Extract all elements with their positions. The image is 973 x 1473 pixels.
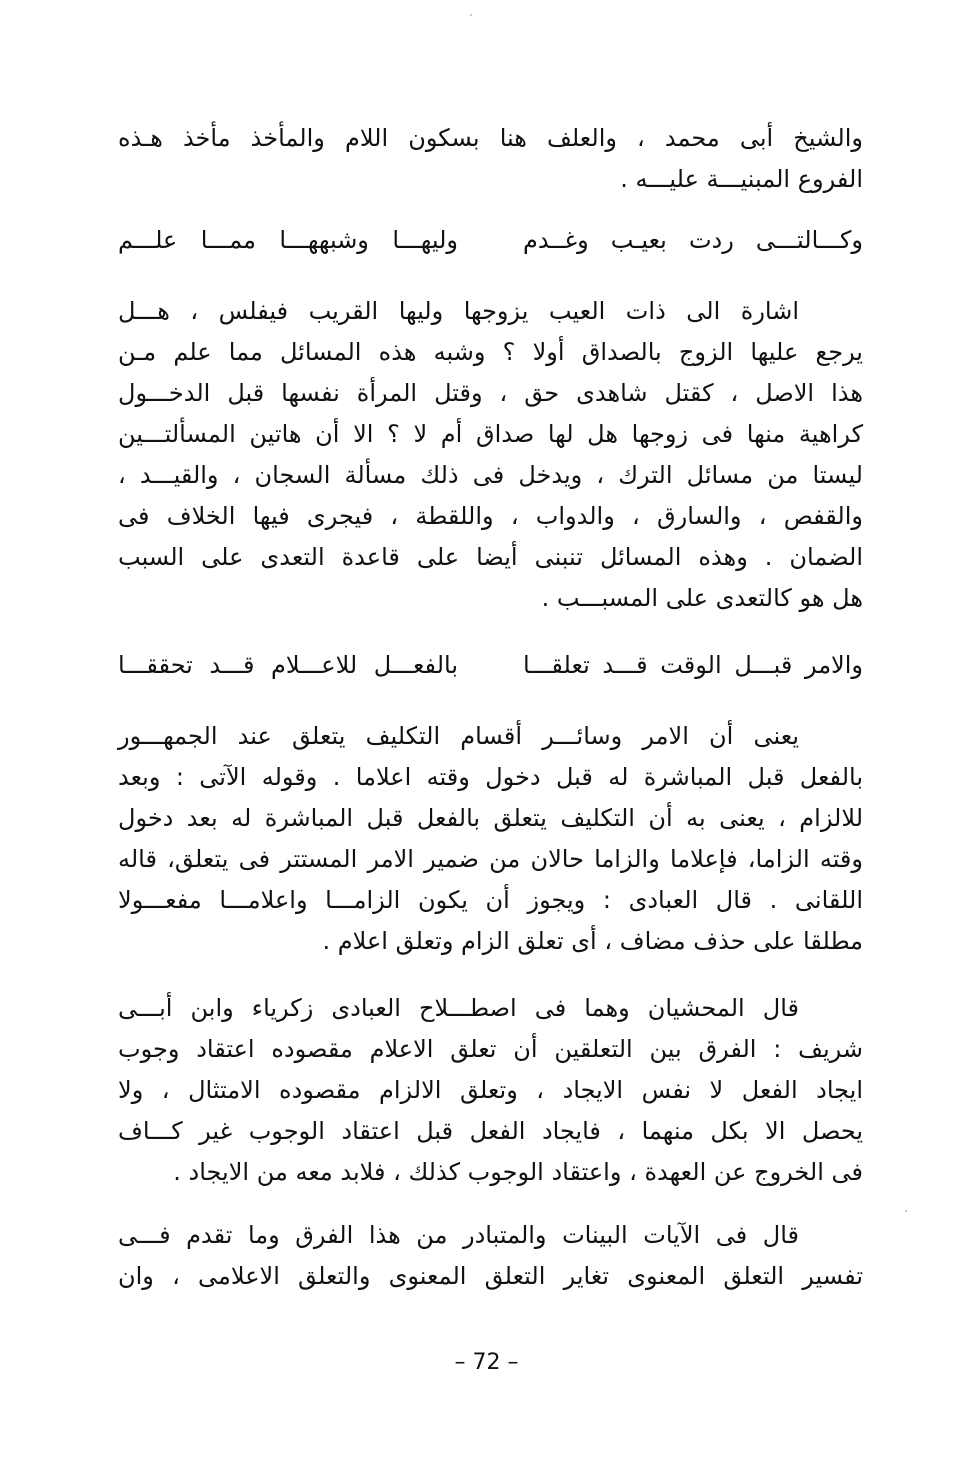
verse-left-hemistich: بالفعـــل للاعـــلام قـــد تحققـــا <box>118 651 458 679</box>
verse-left-hemistich: وليهـــا وشبههـــا ممـــا علـــم <box>118 226 458 254</box>
paragraph-4 <box>118 988 863 1193</box>
text-line: فى الخروج عن العهدة ، واعتقاد الوجوب كذلك ، فلابد معه من الايجاد . <box>173 1158 863 1186</box>
text-line: للالزام ، يعنى به أن التكليف يتعلق بالفعل قبل المباشرة له بعد دخول <box>118 804 863 832</box>
text-line: هذا الاصل ، كقتل شاهدى حق ، وقتل المرأة نفسها قبل الدخـــول <box>118 379 863 407</box>
scan-speck <box>470 14 472 16</box>
document-body <box>118 118 863 1297</box>
text-line: الضمان . وهذه المسائل تنبنى أيضا على قاعدة التعدى على السبب <box>118 543 863 571</box>
verse-1 <box>118 220 863 261</box>
verse-right-hemistich: وكـــالتـــى ردت بعيـب وغــدم <box>523 226 863 254</box>
text-line: مطلقا على حذف مضاف ، أى تعلق الزام وتعلق اعلام . <box>322 927 863 955</box>
text-line: وقته الزاما، فإعلاما والزاما حالان من ضمير الامر المستتر فى يتعلق، قاله <box>118 845 863 873</box>
scan-speck <box>905 1210 907 1212</box>
text-line: قال المحشيان وهما فى اصطـــلاح العبادى زكرياء وابن أبـــى <box>118 994 799 1022</box>
text-line: اشارة الى ذات العيب يزوجها وليها القريب فيفلس ، هـــل <box>118 297 799 325</box>
page-number: – 72 – <box>454 1350 519 1375</box>
text-line: شريف : الفرق بين التعلقين أن تعلق الاعلام مقصوده اعتقاد وجوب <box>118 1035 863 1063</box>
verse-2 <box>118 645 863 686</box>
text-line: ليستا من مسائل الترك ، ويدخل فى ذلك مسألة السجان ، والقيـــد ، <box>118 461 863 489</box>
paragraph-5 <box>118 1215 863 1297</box>
text-line: ايجاد الفعل لا نفس الايجاد ، وتعلق الالزام مقصوده الامتثال ، ولا <box>118 1076 863 1104</box>
text-line: والقفص ، والسارق ، والدواب ، واللقطة ، فيجرى فيها الخلاف فى <box>118 502 863 530</box>
text-line: يحصل الا بكل منهما ، فايجاد الفعل قبل اعتقاد الوجوب غير كـــاف <box>118 1117 863 1145</box>
text-line: هل هو كالتعدى على المسبـــب . <box>541 584 863 612</box>
text-line: يعنى أن الامر وسائـــر أقسام التكليف يتعلق عند الجمهـــور <box>118 722 799 750</box>
verse-right-hemistich: والامر قبـــل الوقت قـــد تعلقـــا <box>523 651 863 679</box>
text-line: اللقانى . قال العبادى : ويجوز أن يكون الزامـــا واعلامـــا مفعـــولا <box>118 886 863 914</box>
paragraph-1 <box>118 118 863 200</box>
paragraph-3 <box>118 716 863 962</box>
text-line: تفسير التعلق المعنوى تغاير التعلق المعنوى والتعلق الاعلامى ، وان <box>118 1262 863 1290</box>
text-line: والشيخ أبى محمد ، والعلف هنا بسكون اللام والمأخذ مأخذ هـذه <box>118 124 863 152</box>
text-line: كراهية منها فى زوجها هل لها صداق أم لا ؟ الا أن هاتين المسألتـــين <box>118 420 863 448</box>
paragraph-2 <box>118 291 863 619</box>
text-line: قال فى الآيات البينات والمتبادر من هذا الفرق وما تقدم فـــى <box>118 1221 799 1249</box>
text-line: يرجع عليها الزوج بالصداق أولا ؟ وشبه هذه المسائل مما علم مـن <box>118 338 863 366</box>
text-line: بالفعل قبل المباشرة له قبل دخول وقته اعلاما . وقوله الآتى : وبعد <box>118 763 863 791</box>
text-line: الفروع المبنيـــة عليـــه . <box>620 165 863 193</box>
